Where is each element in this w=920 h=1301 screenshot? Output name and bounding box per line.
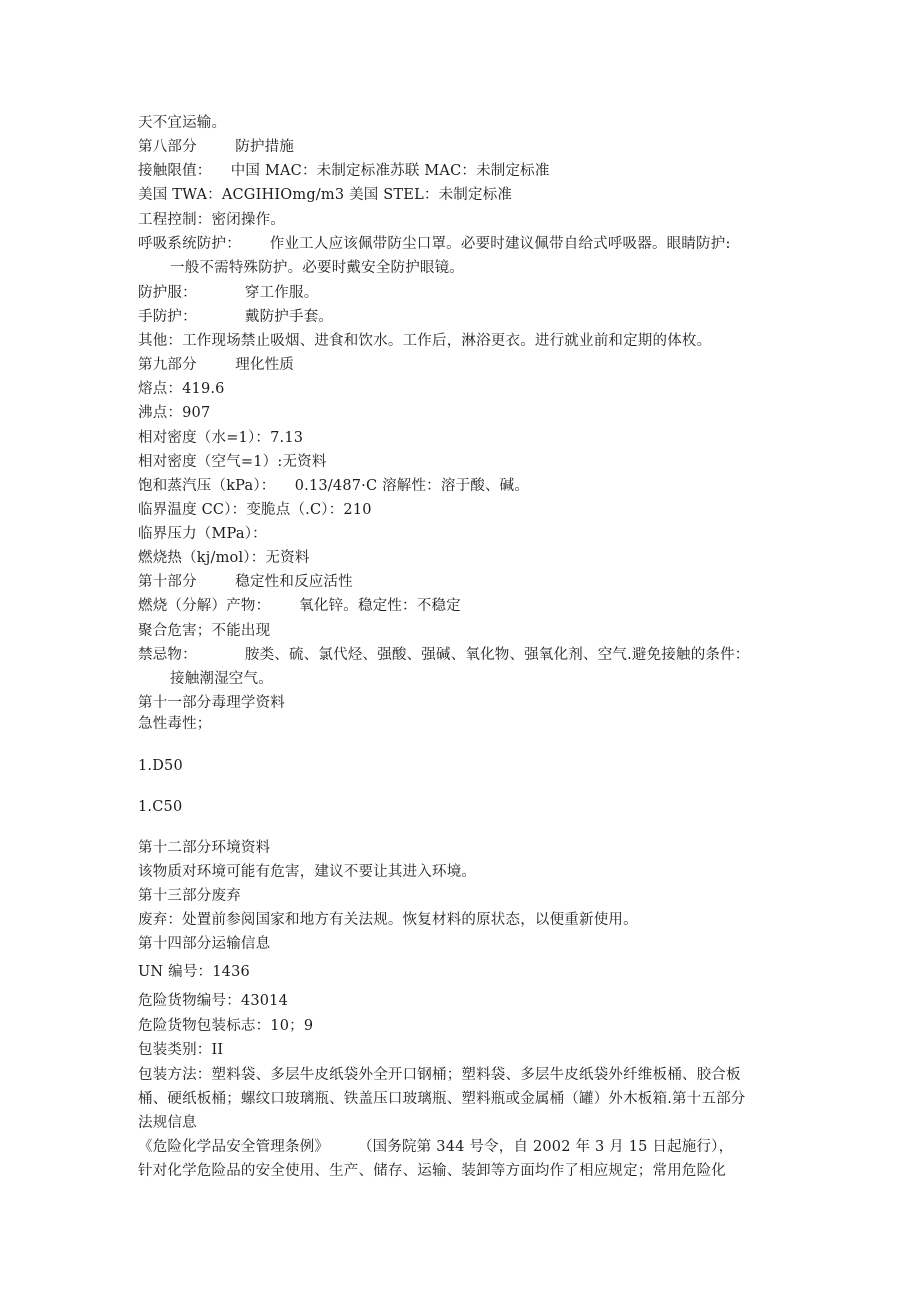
text-line: 临界温度 CC）：变脆点（.C）：210	[138, 502, 372, 518]
text-line: 接触潮湿空气。	[170, 671, 273, 687]
text-line: 燃烧（分解）产物： 氧化锌。稳定性：不稳定	[138, 598, 461, 614]
text-line: 美国 TWA：ACGIHIOmg/m3 美国 STEL：未制定标准	[138, 187, 513, 203]
text-line: 燃烧热（kj/mol）：无资料	[138, 550, 310, 566]
section-heading: 第十部分 稳定性和反应活性	[138, 574, 353, 590]
text-line: 熔点：419.6	[138, 381, 225, 397]
text-line: 桶、硬纸板桶；螺纹口玻璃瓶、铁盖压口玻璃瓶、塑料瓶或金属桶（罐）外木板箱.第十五部分	[138, 1091, 746, 1107]
section-heading: 第十三部分废弃	[138, 888, 241, 904]
section-heading: 第十一部分毒理学资料	[138, 695, 285, 711]
text-line: 相对密度（水=1）：7.13	[138, 430, 304, 446]
section-heading: 第十二部分环境资料	[138, 840, 271, 856]
text-line: 沸点：907	[138, 405, 211, 421]
section-heading: 第八部分 防护措施	[138, 139, 295, 155]
section-heading: 第九部分 理化性质	[138, 357, 295, 373]
text-line: 禁忌物： 胺类、硫、氯代烃、强酸、强碱、氧化物、强氧化剂、空气.避免接触的条件：	[138, 647, 750, 663]
text-line: 该物质对环境可能有危害，建议不要让其进入环境。	[138, 864, 477, 880]
text-line: 其他：工作现场禁止吸烟、进食和饮水。工作后，淋浴更衣。进行就业前和定期的体枚。	[138, 333, 712, 349]
text-line: 1.D50	[138, 758, 183, 774]
text-line: 天不宜运输。	[138, 115, 227, 131]
text-line: 1.C50	[138, 799, 183, 815]
text-line: 聚合危害；不能出现	[138, 623, 271, 639]
text-line: 针对化学危险品的安全使用、生产、储存、运输、装卸等方面均作了相应规定；常用危险化	[138, 1163, 726, 1179]
text-line: 危险货物编号：43014	[138, 993, 289, 1009]
section-heading: 第十四部分运输信息	[138, 936, 271, 952]
text-line: 工程控制：密闭操作。	[138, 212, 285, 228]
text-line: 接触限值： 中国 MAC：未制定标准苏联 MAC：未制定标准	[138, 163, 550, 179]
text-line: 包装类别：II	[138, 1042, 224, 1058]
text-line: 饱和蒸汽压（kPa）： 0.13/487·C 溶解性：溶于酸、碱。	[138, 478, 530, 494]
text-line: 危险货物包装标志：10；9	[138, 1018, 314, 1034]
text-line: 包装方法：塑料袋、多层牛皮纸袋外全开口钢桶；塑料袋、多层牛皮纸袋外纤维板桶、胶合板	[138, 1067, 741, 1083]
text-line: UN 编号：1436	[138, 964, 250, 980]
text-line: 废弃：处置前参阅国家和地方有关法规。恢复材料的原状态，以便重新使用。	[138, 912, 638, 928]
text-line: 呼吸系统防护： 作业工人应该佩带防尘口罩。必要时建议佩带自给式呼吸器。眼睛防护:	[138, 236, 731, 252]
text-line: 相对密度（空气=1）:无资料	[138, 454, 327, 470]
text-line: 《危险化学品安全管理条例》 （国务院第 344 号令，自 2002 年 3 月 15 日起施行），	[138, 1139, 734, 1155]
text-line: 急性毒性；	[138, 716, 212, 732]
text-line: 一般不需特殊防护。必要时戴安全防护眼镜。	[170, 260, 464, 276]
text-line: 法规信息	[138, 1115, 197, 1131]
text-line: 临界压力（MPa）：	[138, 526, 267, 542]
text-line: 手防护： 戴防护手套。	[138, 309, 334, 325]
text-line: 防护服： 穿工作服。	[138, 285, 319, 301]
